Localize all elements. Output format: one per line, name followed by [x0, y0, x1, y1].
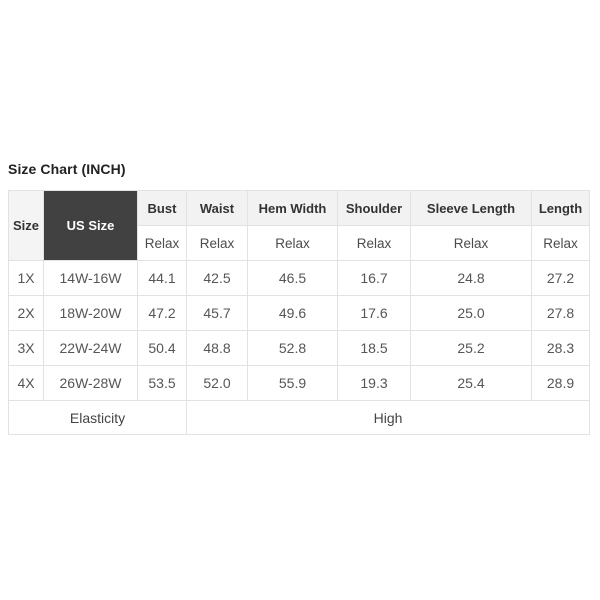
cell-waist: 48.8	[187, 331, 248, 366]
cell-sleeve-length: 25.2	[411, 331, 532, 366]
elasticity-value: High	[187, 401, 590, 435]
cell-size: 3X	[9, 331, 44, 366]
cell-hem-width: 55.9	[248, 366, 338, 401]
size-chart-table	[8, 190, 590, 435]
cell-sleeve-length: 24.8	[411, 261, 532, 296]
header-shoulder: Shoulder	[338, 191, 411, 226]
header-row-measures	[9, 191, 590, 226]
cell-length: 27.8	[532, 296, 590, 331]
cell-size: 2X	[9, 296, 44, 331]
table-row-1x	[9, 261, 590, 296]
cell-length: 28.3	[532, 331, 590, 366]
cell-size: 4X	[9, 366, 44, 401]
cell-shoulder: 17.6	[338, 296, 411, 331]
cell-bust: 53.5	[138, 366, 187, 401]
cell-us-size: 18W-20W	[44, 296, 138, 331]
cell-shoulder: 16.7	[338, 261, 411, 296]
fit-sleeve-length: Relax	[411, 226, 532, 261]
table-row-4x	[9, 366, 590, 401]
fit-hem-width: Relax	[248, 226, 338, 261]
cell-waist: 52.0	[187, 366, 248, 401]
header-us-size: US Size	[44, 191, 138, 261]
cell-hem-width: 52.8	[248, 331, 338, 366]
fit-waist: Relax	[187, 226, 248, 261]
cell-us-size: 22W-24W	[44, 331, 138, 366]
cell-hem-width: 46.5	[248, 261, 338, 296]
cell-waist: 45.7	[187, 296, 248, 331]
cell-sleeve-length: 25.0	[411, 296, 532, 331]
table-row-elasticity	[9, 401, 590, 435]
cell-length: 27.2	[532, 261, 590, 296]
header-bust: Bust	[138, 191, 187, 226]
cell-bust: 50.4	[138, 331, 187, 366]
cell-shoulder: 18.5	[338, 331, 411, 366]
header-hem-width: Hem Width	[248, 191, 338, 226]
cell-sleeve-length: 25.4	[411, 366, 532, 401]
cell-bust: 44.1	[138, 261, 187, 296]
fit-length: Relax	[532, 226, 590, 261]
cell-shoulder: 19.3	[338, 366, 411, 401]
cell-us-size: 14W-16W	[44, 261, 138, 296]
cell-us-size: 26W-28W	[44, 366, 138, 401]
cell-length: 28.9	[532, 366, 590, 401]
cell-hem-width: 49.6	[248, 296, 338, 331]
cell-bust: 47.2	[138, 296, 187, 331]
elasticity-label: Elasticity	[9, 401, 187, 435]
header-sleeve-length: Sleeve Length	[411, 191, 532, 226]
header-waist: Waist	[187, 191, 248, 226]
table-row-2x	[9, 296, 590, 331]
cell-size: 1X	[9, 261, 44, 296]
header-length: Length	[532, 191, 590, 226]
header-size: Size	[9, 191, 44, 261]
table-row-3x	[9, 331, 590, 366]
fit-shoulder: Relax	[338, 226, 411, 261]
cell-waist: 42.5	[187, 261, 248, 296]
page-title: Size Chart (INCH)	[8, 161, 126, 177]
fit-bust: Relax	[138, 226, 187, 261]
